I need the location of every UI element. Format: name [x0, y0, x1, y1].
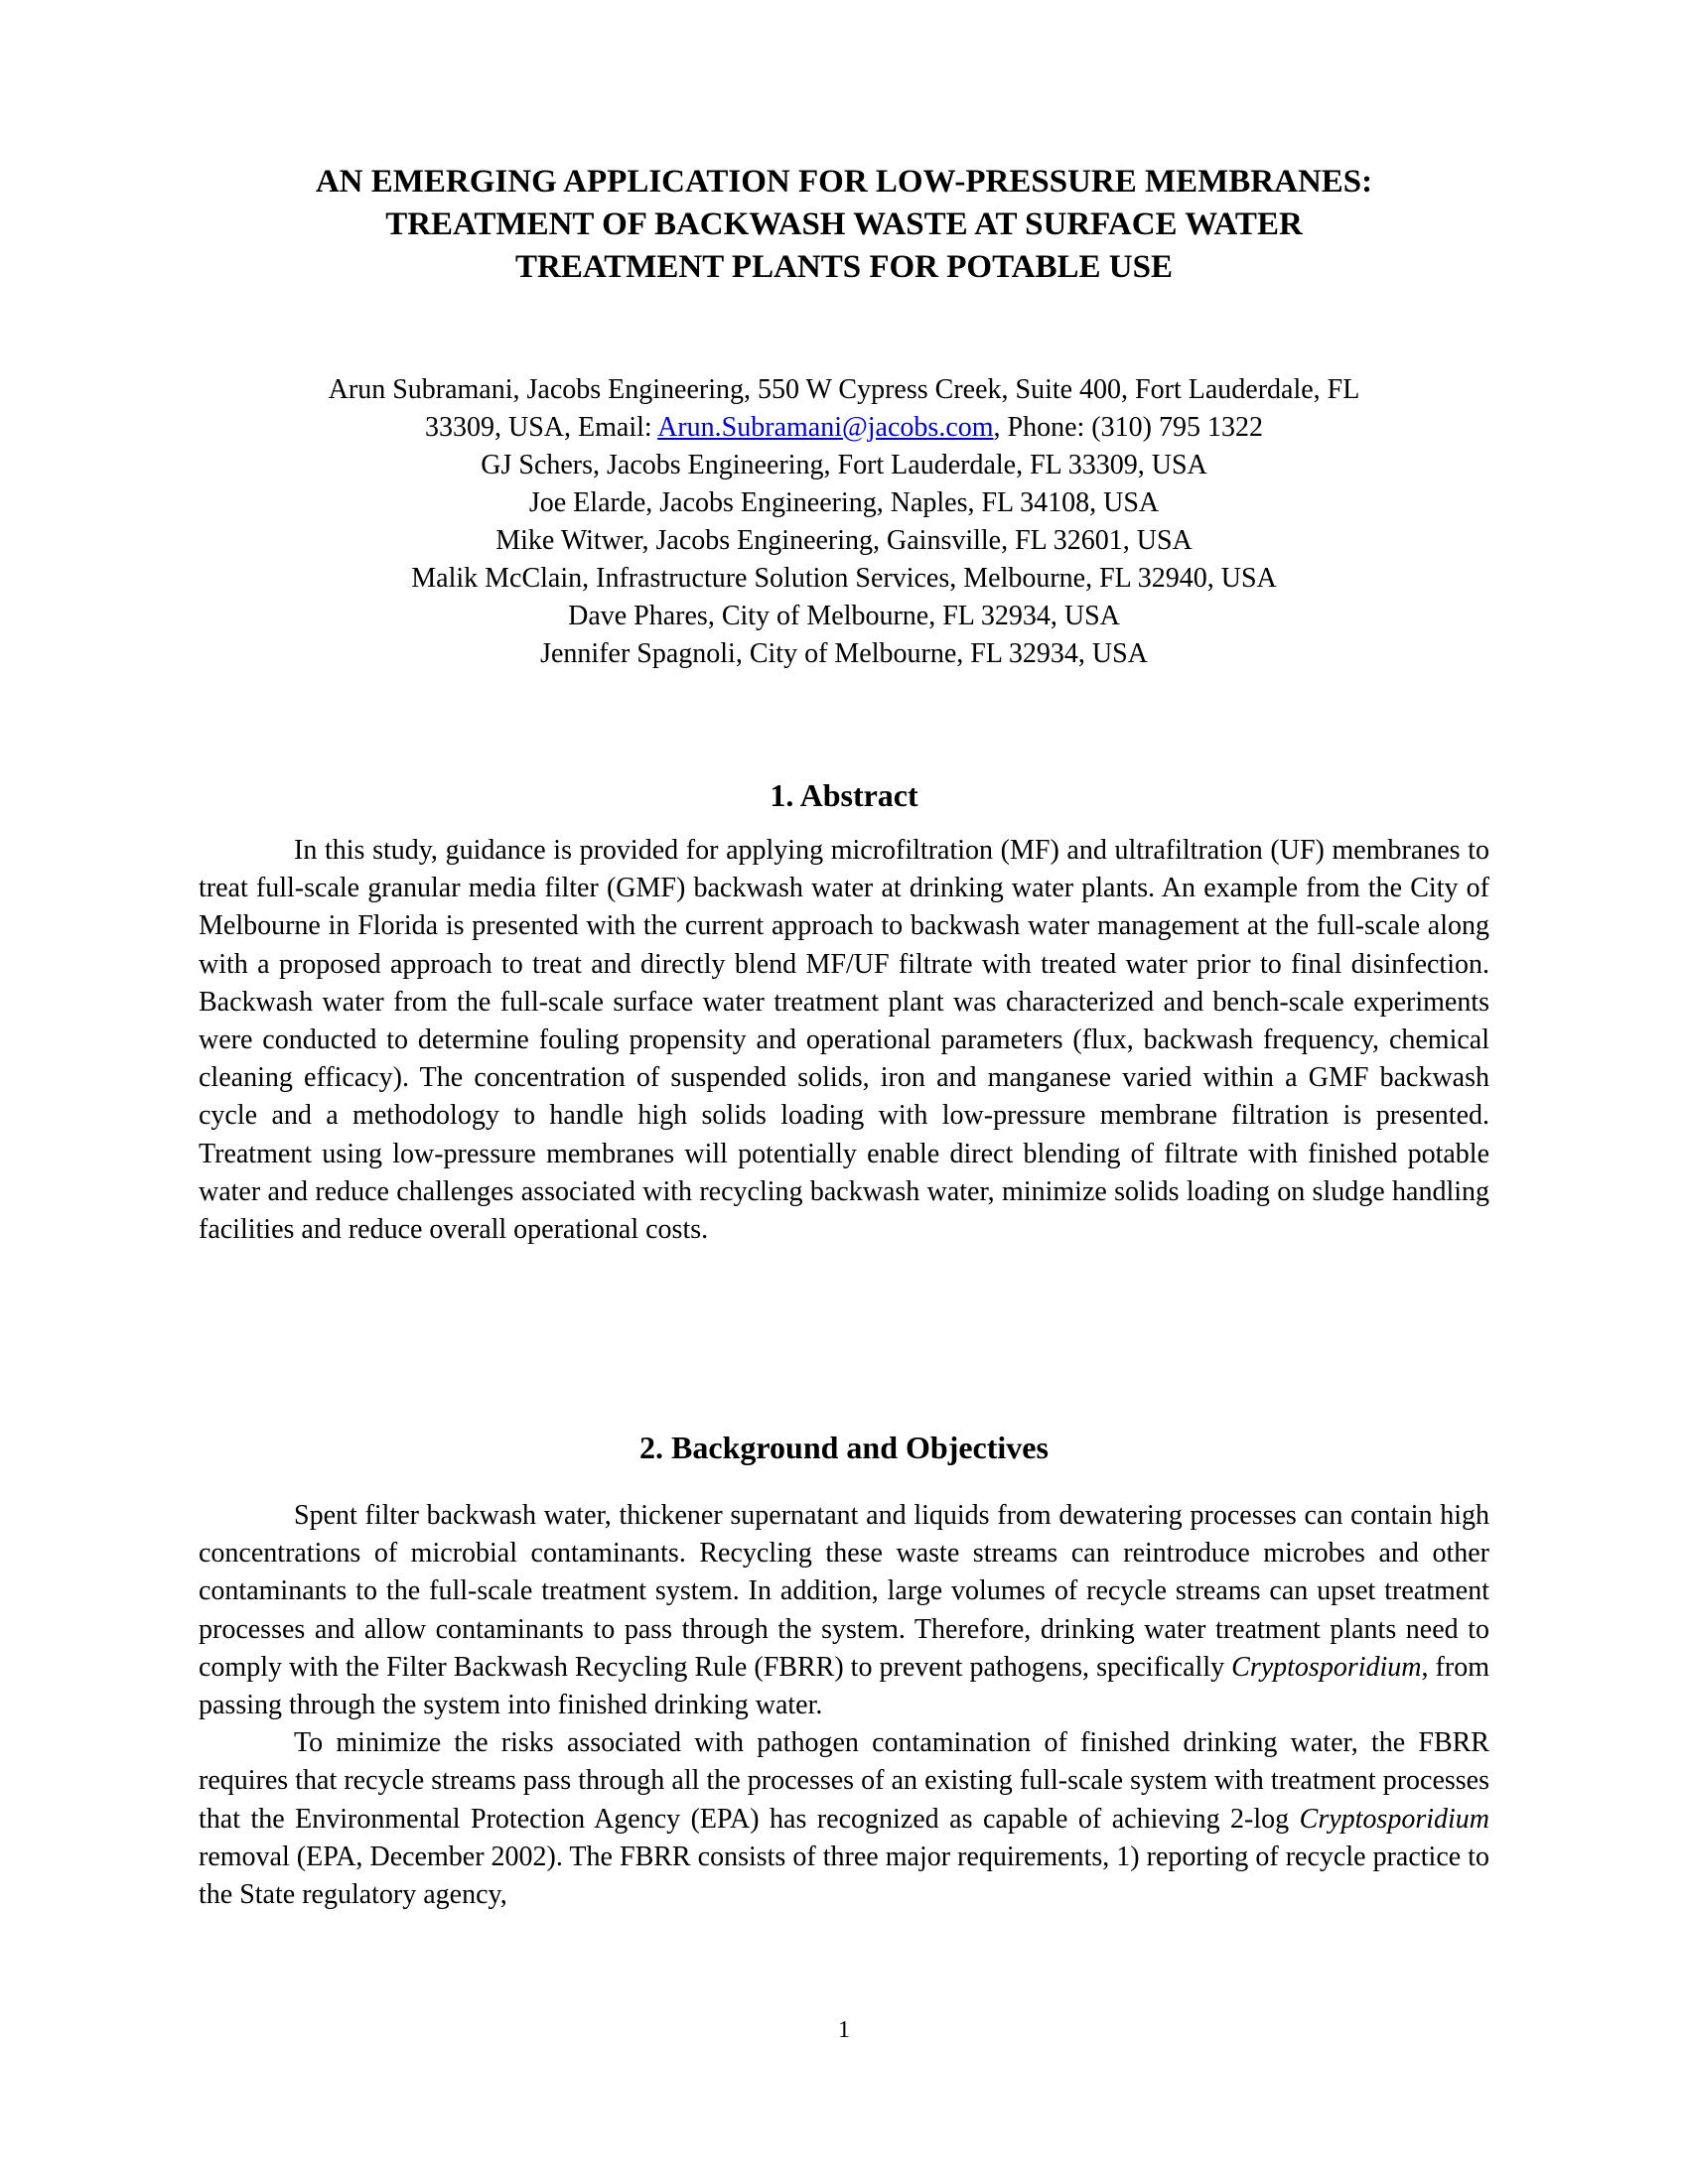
title-line-1: AN EMERGING APPLICATION FOR LOW-PRESSURE MEMBRANES:	[315, 164, 1373, 200]
paragraph-text: Spent filter backwash water, thickener supernatant and liquids from dewatering processes can contain high concentrations of microbial contaminants. Recycling these waste streams can reintroduce microbes and other contaminants to the full-scale treatment system. In addition, large volumes of recycle streams can upset treatment processes and allow contaminants to pass through the system. Therefore, drinking water treatment plants need to comply with the Filter Backwash Recycling Rule (FBRR) to prevent pathogens, specifically	[199, 1500, 1489, 1683]
abstract-paragraph: In this study, guidance is provided for applying microfiltration (MF) and ultrafiltration (UF) membranes to treat full-scale granular media filter (GMF) backwash water at drinking water plants. An example from the City of Melbourne in Florida is presented with the current approach to backwash water management at the full-scale along with a proposed approach to treat and directly blend MF/UF filtrate with treated water prior to final disinfection. Backwash water from the full-scale surface water treatment plant was characterized and bench-scale experiments were conducted to determine fouling propensity and operational parameters (flux, backwash frequency, chemical cleaning efficacy). The concentration of suspended solids, iron and manganese varied within a GMF backwash cycle and a methodology to handle high solids loading with low-pressure membrane filtration is presented. Treatment using low-pressure membranes will potentially enable direct blending of filtrate with finished potable water and reduce challenges associated with recycling backwash water, minimize solids loading on sludge handling facilities and reduce overall operational costs.	[199, 835, 1489, 1246]
author-contact-prefix: 33309, USA, Email:	[425, 412, 658, 443]
paragraph-text: To minimize the risks associated with pathogen contamination of finished drinking water, the FBRR requires that recycle streams pass through all the processes of an existing full-scale system with treatment processes that the Environmental Protection Agency (EPA) has recognized as capable of achieving 2-log	[199, 1727, 1489, 1835]
section-heading-background: 2. Background and Objectives	[639, 1429, 1049, 1465]
italic-term: Cryptosporidium	[1231, 1651, 1422, 1683]
author-phone: , Phone: (310) 795 1322	[993, 412, 1263, 443]
title-line-3: TREATMENT PLANTS FOR POTABLE USE	[515, 249, 1173, 285]
author-contact-line	[199, 409, 1489, 447]
page-number: 1	[838, 2017, 850, 2043]
author-line: Jennifer Spagnoli, City of Melbourne, FL 32934, USA	[540, 638, 1148, 669]
author-line: Joe Elarde, Jacobs Engineering, Naples, FL 34108, USA	[528, 487, 1160, 518]
title-line-2: TREATMENT OF BACKWASH WASTE AT SURFACE WATER	[385, 206, 1303, 242]
author-line: Malik McClain, Infrastructure Solution Services, Melbourne, FL 32940, USA	[411, 563, 1277, 594]
background-paragraph-2	[199, 1724, 1489, 1914]
abstract-body	[199, 832, 1489, 1249]
background-body	[199, 1497, 1489, 1914]
section-heading-abstract: 1. Abstract	[770, 776, 918, 813]
author-line: Dave Phares, City of Melbourne, FL 32934, USA	[568, 601, 1120, 631]
paragraph-text: removal (EPA, December 2002). The FBRR consists of three major requirements, 1) reporting of recycle practice to the State regulatory agency,	[199, 1841, 1489, 1911]
background-paragraph-1	[199, 1497, 1489, 1724]
author-line-primary: Arun Subramani, Jacobs Engineering, 550 W Cypress Creek, Suite 400, Fort Lauderdale, FL	[328, 374, 1360, 405]
paragraph-text: , from passing through the system into finished drinking water.	[199, 1651, 1489, 1721]
email-link[interactable]: Arun.Subramani@jacobs.com	[657, 412, 994, 443]
author-line: GJ Schers, Jacobs Engineering, Fort Lauderdale, FL 33309, USA	[481, 450, 1207, 480]
italic-term: Cryptosporidium	[1299, 1803, 1489, 1835]
paper-title	[199, 161, 1489, 289]
author-line: Mike Witwer, Jacobs Engineering, Gainsville, FL 32601, USA	[495, 525, 1193, 556]
author-list	[199, 371, 1489, 673]
